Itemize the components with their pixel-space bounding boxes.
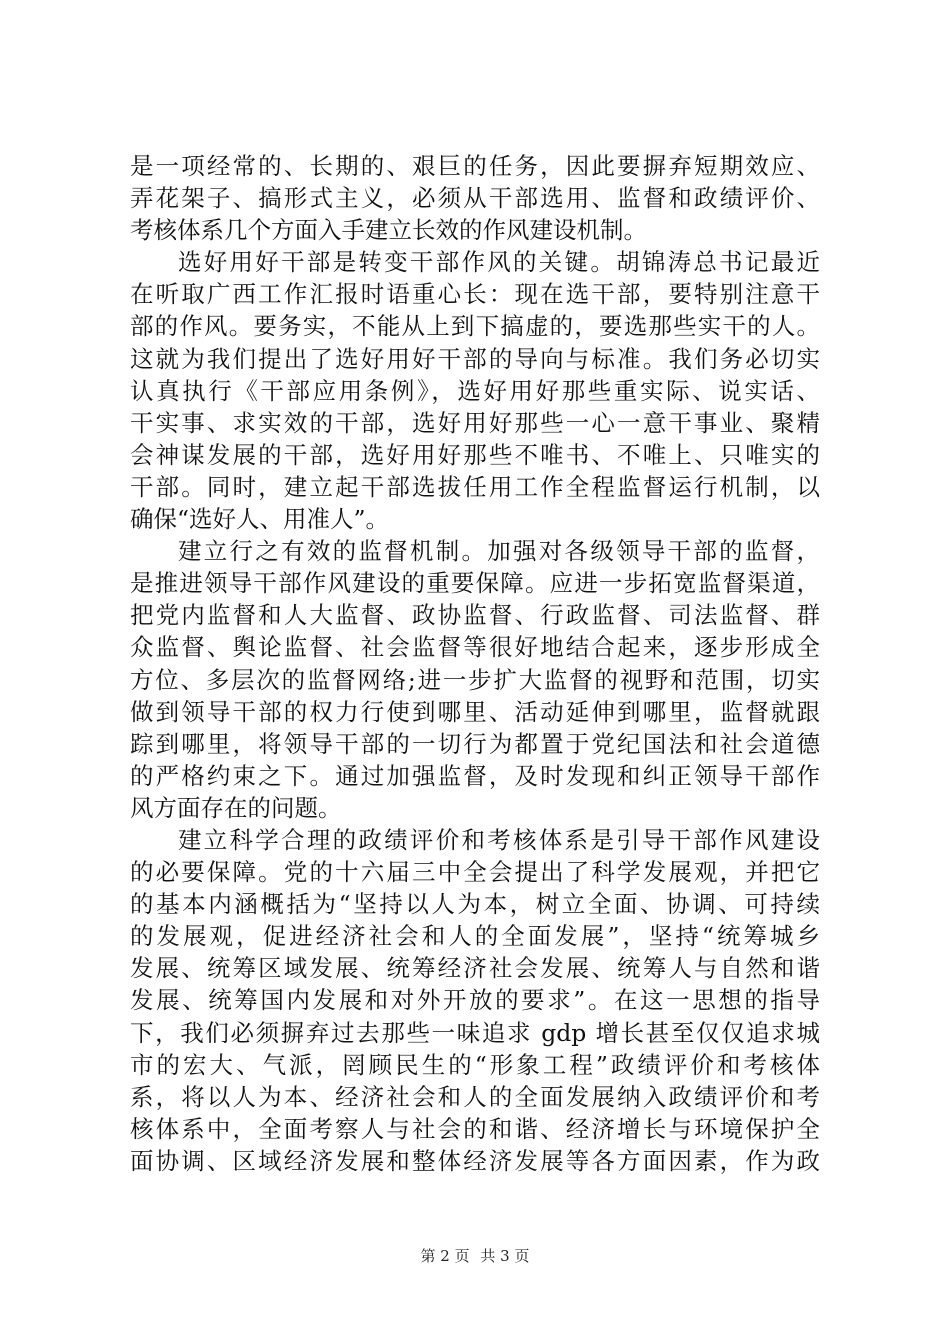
paragraph-first-line: 建立行之有效的监督机制。加强对各级领导干部的监督， — [178, 537, 820, 566]
text-line: 考核体系几个方面入手建立长效的作风建设机制。 — [130, 216, 647, 245]
text-line: 是推进领导干部作风建设的重要保障。应进一步拓宽监督渠道， — [130, 569, 820, 598]
text-line: 众监督、舆论监督、社会监督等很好地结合起来，逐步形成全 — [130, 633, 820, 662]
text-line: 系，将以人为本、经济社会和人的全面发展纳入政绩评价和考 — [130, 1082, 820, 1111]
text-line: 把党内监督和人大监督、政协监督、行政监督、司法监督、群 — [130, 601, 820, 630]
document-body — [130, 150, 820, 1177]
text-line: 的必要保障。党的十六届三中全会提出了科学发展观，并把它 — [130, 858, 820, 887]
text-line: 下，我们必须摒弃过去那些一味追求 gdp 增长甚至仅仅追求城 — [130, 1018, 820, 1047]
text-line: 这就为我们提出了选好用好干部的导向与标准。我们务必切实 — [130, 344, 820, 373]
text-line: 认真执行《干部应用条例》，选好用好那些重实际、说实话、 — [130, 376, 820, 405]
text-line: 做到领导干部的权力行使到哪里、活动延伸到哪里，监督就跟 — [130, 697, 820, 726]
text-line: 的基本内涵概括为“坚持以人为本，树立全面、协调、可持续 — [130, 890, 820, 919]
text-line: 部的作风。要务实，不能从上到下搞虚的，要选那些实干的人。 — [130, 312, 820, 341]
text-line: 的发展观，促进经济社会和人的全面发展”，坚持“统筹城乡 — [130, 922, 820, 951]
text-line: 风方面存在的问题。 — [130, 793, 342, 822]
paragraph-first-line: 建立科学合理的政绩评价和考核体系是引导干部作风建设 — [178, 825, 820, 854]
text-line: 核体系中，全面考察人与社会的和谐、经济增长与环境保护全 — [130, 1114, 820, 1143]
text-line: 干部。同时，建立起干部选拔任用工作全程监督运行机制，以 — [130, 472, 820, 501]
text-line: 发展、统筹区域发展、统筹经济社会发展、统筹人与自然和谐 — [130, 954, 820, 983]
text-line: 在听取广西工作汇报时语重心长：现在选干部，要特别注意干 — [130, 280, 820, 309]
text-line: 的严格约束之下。通过加强监督，及时发现和纠正领导干部作 — [130, 761, 820, 790]
text-line: 方位、多层次的监督网络;进一步扩大监督的视野和范围，切实 — [130, 665, 820, 694]
text-line: 是一项经常的、长期的、艰巨的任务，因此要摒弃短期效应、 — [130, 152, 820, 180]
page-total: 共 3 页 — [480, 1247, 530, 1265]
text-line: 发展、统筹国内发展和对外开放的要求”。在这一思想的指导 — [130, 986, 820, 1015]
page-number: 第 2 页 — [420, 1247, 470, 1265]
text-line: 市的宏大、气派，罔顾民生的“形象工程”政绩评价和考核体 — [130, 1050, 820, 1079]
text-line: 面协调、区域经济发展和整体经济发展等各方面因素，作为政 — [130, 1146, 820, 1175]
text-line: 确保“选好人、用准人”。 — [130, 505, 390, 534]
paragraph-first-line: 选好用好干部是转变干部作风的关键。胡锦涛总书记最近 — [178, 248, 820, 277]
text-line: 干实事、求实效的干部，选好用好那些一心一意干事业、聚精 — [130, 408, 820, 437]
text-line: 踪到哪里，将领导干部的一切行为都置于党纪国法和社会道德 — [130, 729, 820, 758]
text-line: 弄花架子、搞形式主义，必须从干部选用、监督和政绩评价、 — [130, 184, 820, 213]
text-line: 会神谋发展的干部，选好用好那些不唯书、不唯上、只唯实的 — [130, 440, 820, 469]
page-footer — [0, 1245, 950, 1266]
